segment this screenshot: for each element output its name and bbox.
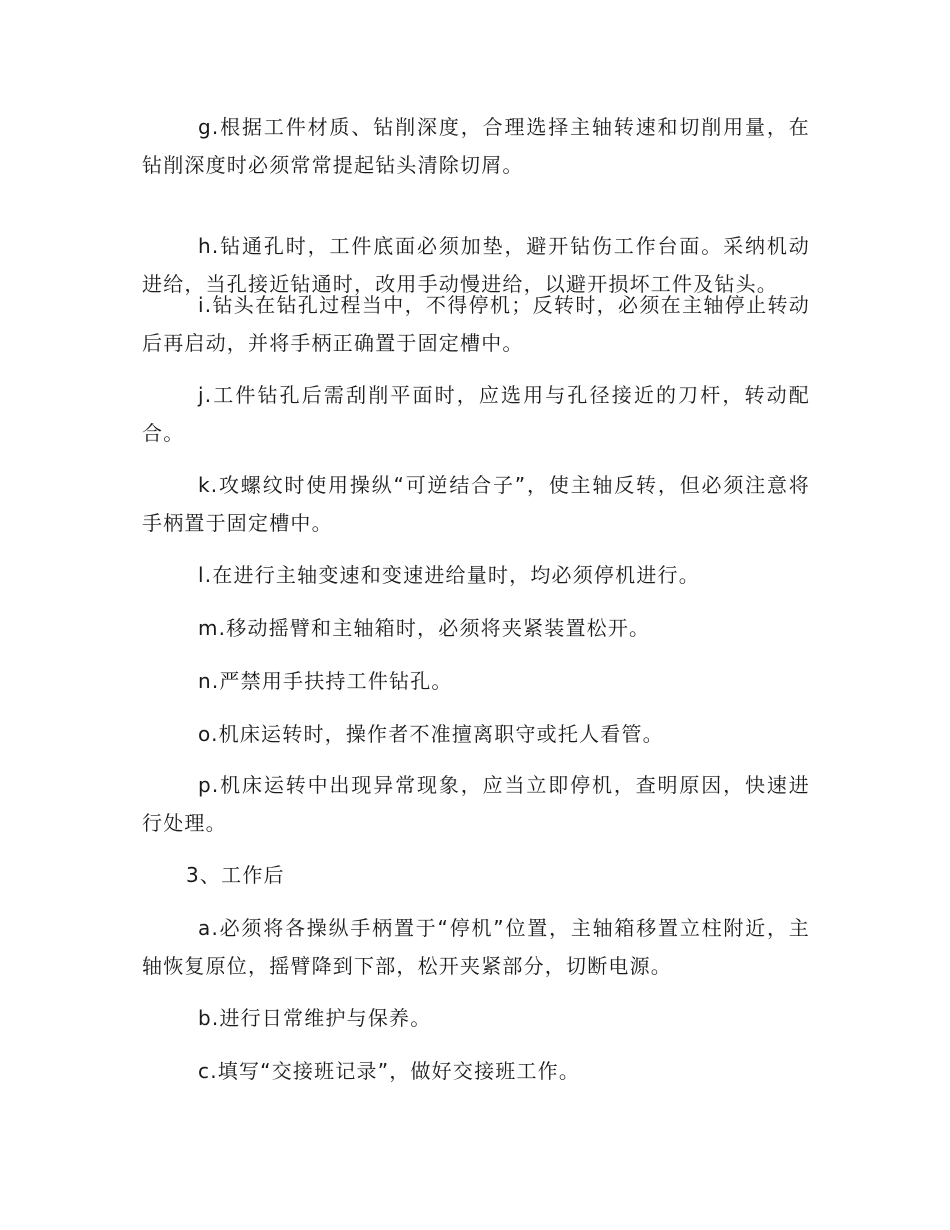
paragraph-o: o.机床运转时，操作者不准擅离职守或托人看管。 — [198, 722, 664, 746]
paragraph-n: n.严禁用手扶持工件钻孔。 — [198, 669, 453, 693]
paragraph-a: a.必须将各操纵手柄置于“停机”位置，主轴箱移置立柱附近，主轴恢复原位，摇臂降到下部，松开夹紧部分，切断电源。 — [142, 916, 810, 978]
paragraph-p: p.机床运转中出现异常现象，应当立即停机，查明原因，快速进行处理。 — [142, 773, 810, 835]
paragraph-l: l.在进行主轴变速和变速进给量时，均必须停机进行。 — [198, 563, 700, 587]
paragraph-b: b.进行日常维护与保养。 — [198, 1006, 432, 1030]
paragraph-i: i.钻头在钻孔过程当中，不得停机；反转时，必须在主轴停止转动后再启动，并将手柄正确置于固定槽中。 — [142, 293, 810, 355]
paragraph-h: h.钻通孔时，工件底面必须加垫，避开钻伤工作台面。采纳机动进给，当孔接近钻通时，改用手动慢进给，以避开损坏工件及钻头。 — [142, 234, 810, 296]
paragraph-m: m.移动摇臂和主轴箱时，必须将夹紧装置松开。 — [198, 616, 651, 640]
paragraph-g: g.根据工件材质、钻削深度，合理选择主轴转速和切削用量，在钻削深度时必须常常提起钻头清除切屑。 — [142, 115, 810, 177]
paragraph-c: c.填写“交接班记录”，做好交接班工作。 — [198, 1059, 581, 1083]
section-heading-after-work: 3、工作后 — [186, 863, 285, 887]
paragraph-j: j.工件钻孔后需刮削平面时，应选用与孔径接近的刀杆，转动配合。 — [142, 383, 810, 445]
paragraph-k: k.攻螺纹时使用操纵“可逆结合子”，使主轴反转，但必须注意将手柄置于固定槽中。 — [142, 473, 810, 535]
